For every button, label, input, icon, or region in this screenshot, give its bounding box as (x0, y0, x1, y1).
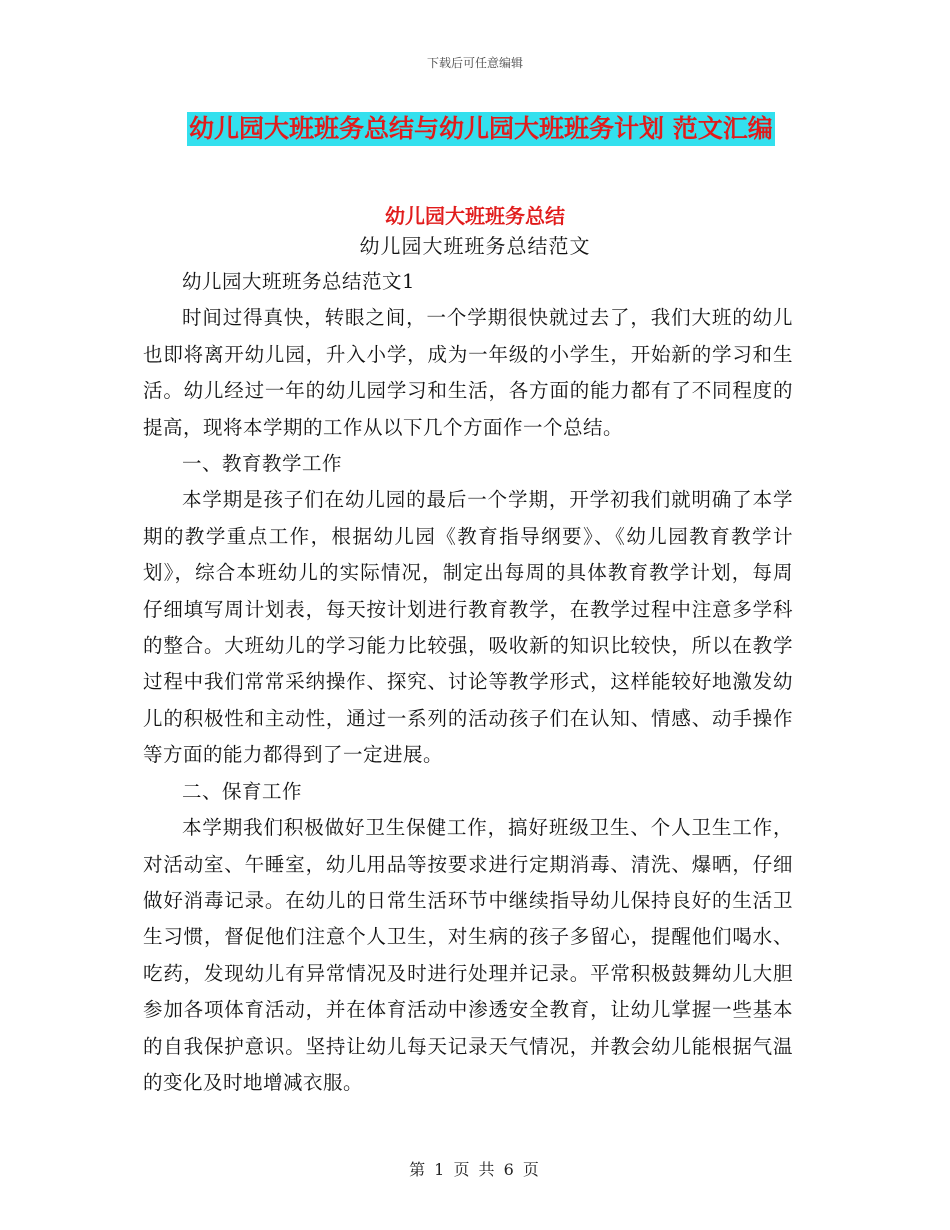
header-note: 下载后可任意编辑 (426, 56, 523, 70)
paragraph-education: 本学期是孩子们在幼儿园的最后一个学期，开学初我们就明确了本学期的教学重点工作，根据幼儿园《教育指导纲要》、《幼儿园教育教学计划》，综合本班幼儿的实际情况，制定出每周的具体教育教学计划，每周仔细填写周计划表，每天按计划进行教育教学，在教学过程中注意多学科的整合。大班幼儿的学习能力比较强，吸收新的知识比较快，所以在教学过程中我们常常采纳操作、探究、讨论等教学形式，这样能较好地激发幼儿的积极性和主动性，通过一系列的活动孩子们在认知、情感、动手操作等方面的能力都得到了一定进展。 (143, 488, 793, 767)
paragraph-care: 本学期我们积极做好卫生保健工作，搞好班级卫生、个人卫生工作，对活动室、午睡室，幼儿用品等按要求进行定期消毒、清洗、爆晒，仔细做好消毒记录。在幼儿的日常生活环节中继续指导幼儿保持良好的生活卫生习惯，督促他们注意个人卫生，对生病的孩子多留心，提醒他们喝水、吃药，发现幼儿有异常情况及时进行处理并记录。平常积极鼓舞幼儿大胆参加各项体育活动，并在体育活动中渗透安全教育，让幼儿掌握一些基本的自我保护意识。坚持让幼儿每天记录天气情况，并教会幼儿能根据气温的变化及时地增减衣服。 (143, 816, 793, 1094)
body-text (143, 264, 793, 1101)
heading-education: 一、教育教学工作 (182, 452, 343, 476)
section-title: 幼儿园大班班务总结 (385, 204, 565, 228)
paragraph-intro: 时间过得真快，转眼之间，一个学期很快就过去了，我们大班的幼儿也即将离开幼儿园，升入小学，成为一年级的小学生，开始新的学习和生活。幼儿经过一年的幼儿园学习和生活，各方面的能力都有了不同程度的提高，现将本学期的工作从以下几个方面作一个总结。 (143, 306, 793, 439)
document-title: 幼儿园大班班务总结与幼儿园大班班务计划 范文汇编 (187, 112, 775, 146)
heading-care: 二、保育工作 (182, 779, 303, 803)
page-footer: 第 1 页 共 6 页 (409, 1160, 541, 1179)
paragraph-heading-example: 幼儿园大班班务总结范文1 (182, 270, 415, 293)
section-subtitle: 幼儿园大班班务总结范文 (359, 234, 591, 258)
